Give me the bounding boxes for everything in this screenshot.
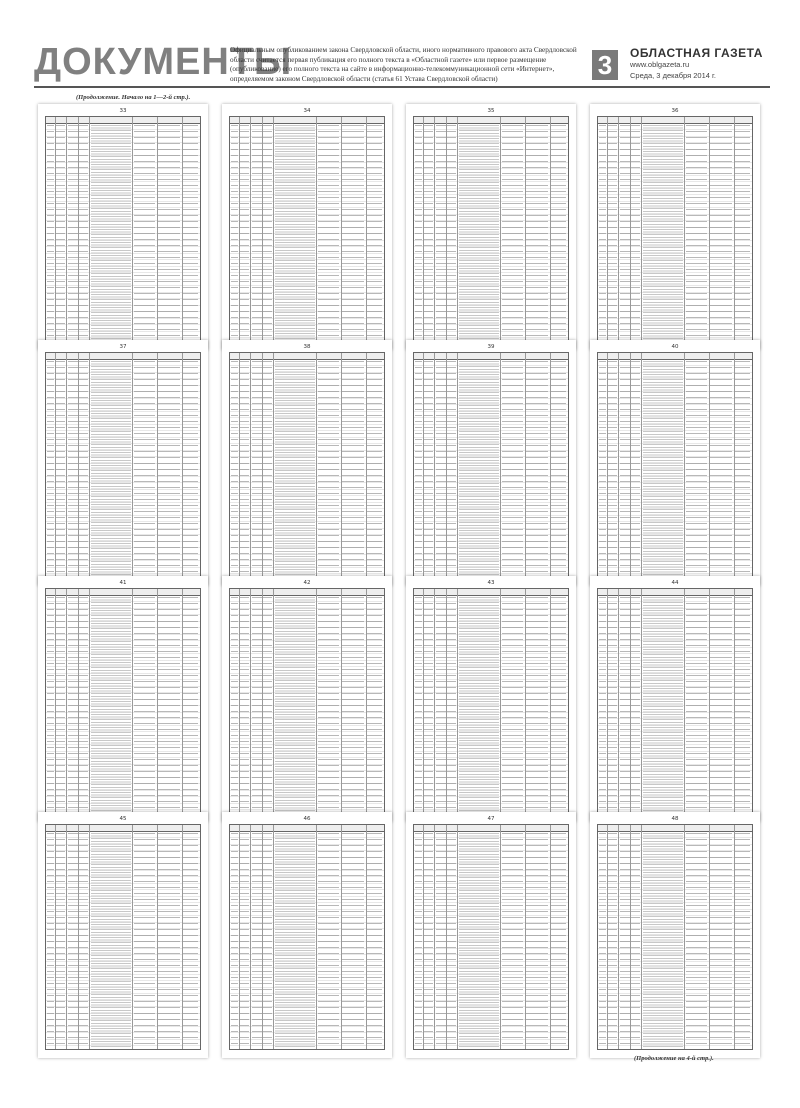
issue-date: Среда, 3 декабря 2014 г. (630, 71, 716, 80)
table-text-column (643, 597, 683, 811)
table-text-column (643, 125, 683, 339)
table-number-column (710, 125, 732, 339)
table-column-divider (66, 117, 67, 341)
table-number-column (183, 833, 198, 1047)
budget-table (413, 116, 569, 342)
table-column-divider (89, 117, 90, 341)
table-number-column (686, 125, 708, 339)
table-number-column (367, 125, 382, 339)
table-number-column (367, 597, 382, 811)
budget-table (597, 824, 753, 1050)
table-column-divider (457, 117, 458, 341)
budget-table (45, 116, 201, 342)
table-number-column (318, 597, 340, 811)
table-number-column (252, 833, 262, 1047)
table-number-column (424, 125, 433, 339)
table-number-column (735, 833, 750, 1047)
table-number-column (424, 597, 433, 811)
page-number: 41 (119, 580, 127, 586)
table-number-column (526, 361, 548, 575)
table-number-column (263, 361, 272, 575)
table-number-column (631, 597, 640, 811)
table-column-divider (366, 825, 367, 1049)
table-number-column (620, 833, 630, 1047)
table-number-column (79, 125, 88, 339)
table-text-column (275, 833, 315, 1047)
table-header-row (414, 825, 568, 832)
table-header-row (598, 353, 752, 360)
budget-table (45, 588, 201, 814)
table-number-column (158, 833, 180, 1047)
table-column-divider (457, 825, 458, 1049)
table-column-divider (341, 117, 342, 341)
table-number-column (710, 833, 732, 1047)
table-number-column (263, 125, 272, 339)
table-text-column (91, 597, 131, 811)
table-column-divider (157, 117, 158, 341)
table-number-column (415, 597, 423, 811)
table-number-column (620, 361, 630, 575)
table-header-row (46, 353, 200, 360)
table-number-column (551, 597, 566, 811)
page-number: 33 (119, 108, 127, 114)
table-column-divider (341, 589, 342, 813)
table-text-column (643, 833, 683, 1047)
table-number-column (447, 833, 456, 1047)
table-header-row (598, 589, 752, 596)
table-number-column (240, 597, 249, 811)
table-number-column (158, 361, 180, 575)
table-number-column (183, 597, 198, 811)
table-column-divider (250, 825, 251, 1049)
table-number-column (620, 597, 630, 811)
table-number-column (342, 597, 364, 811)
budget-table (45, 824, 201, 1050)
table-column-divider (182, 117, 183, 341)
table-number-column (47, 833, 55, 1047)
table-text-column (459, 597, 499, 811)
table-number-column (502, 125, 524, 339)
table-number-column (502, 597, 524, 811)
table-text-column (91, 125, 131, 339)
table-column-divider (434, 117, 435, 341)
table-column-divider (366, 589, 367, 813)
table-column-divider (66, 353, 67, 577)
table-number-column (231, 597, 239, 811)
table-number-column (735, 125, 750, 339)
table-column-divider (341, 353, 342, 577)
table-number-column (447, 597, 456, 811)
table-column-divider (500, 825, 501, 1049)
table-column-divider (684, 117, 685, 341)
table-text-column (91, 833, 131, 1047)
table-column-divider (709, 825, 710, 1049)
page-number: 34 (303, 108, 311, 114)
table-column-divider (734, 825, 735, 1049)
document-page (406, 812, 576, 1058)
table-column-divider (684, 825, 685, 1049)
table-text-column (459, 125, 499, 339)
table-number-column (631, 833, 640, 1047)
table-column-divider (316, 825, 317, 1049)
publication-notice: Официальным опубликованием закона Свердловской области, иного нормативного правового акта Свердловской области считается первая публикация его полного текста в «Областной газете» или первое размещение (опубликование) его полного текста на сайте в информационно-телекоммуникационной сети «Интернет», определяемом законом Свердловской области (статья 61 Устава Свердловской области) (230, 46, 577, 83)
table-number-column (599, 833, 607, 1047)
page-number: 35 (487, 108, 495, 114)
continuation-note-top: (Продолжение. Начало на 1—2-й стр.). (76, 94, 191, 101)
table-column-divider (66, 589, 67, 813)
table-number-column (56, 833, 65, 1047)
table-text-column (275, 361, 315, 575)
table-number-column (342, 833, 364, 1047)
table-number-column (436, 125, 446, 339)
table-column-divider (182, 353, 183, 577)
document-page (222, 812, 392, 1058)
document-page (222, 340, 392, 586)
table-text-column (643, 361, 683, 575)
table-header-row (46, 589, 200, 596)
table-column-divider (618, 589, 619, 813)
table-number-column (599, 597, 607, 811)
table-column-divider (89, 589, 90, 813)
table-number-column (318, 125, 340, 339)
table-text-column (275, 125, 315, 339)
table-number-column (608, 125, 617, 339)
table-column-divider (434, 825, 435, 1049)
table-number-column (56, 125, 65, 339)
table-number-column (134, 125, 156, 339)
document-page (38, 104, 208, 350)
budget-table (229, 588, 385, 814)
table-number-column (599, 125, 607, 339)
table-column-divider (684, 589, 685, 813)
budget-table (229, 352, 385, 578)
table-column-divider (89, 825, 90, 1049)
table-column-divider (157, 353, 158, 577)
table-number-column (735, 361, 750, 575)
table-column-divider (157, 825, 158, 1049)
table-column-divider (66, 825, 67, 1049)
budget-table (229, 824, 385, 1050)
table-number-column (599, 361, 607, 575)
table-number-column (424, 833, 433, 1047)
table-column-divider (734, 117, 735, 341)
table-header-row (414, 589, 568, 596)
table-column-divider (273, 825, 274, 1049)
table-header-row (230, 117, 384, 124)
table-number-column (183, 361, 198, 575)
table-number-column (436, 597, 446, 811)
table-number-column (342, 361, 364, 575)
continuation-note-bottom: (Продолжение на 4-й стр.). (634, 1055, 714, 1062)
page-number: 39 (487, 344, 495, 350)
table-column-divider (709, 353, 710, 577)
table-number-column (551, 125, 566, 339)
page-number: 44 (671, 580, 679, 586)
budget-table (597, 352, 753, 578)
table-number-column (47, 361, 55, 575)
table-number-column (134, 361, 156, 575)
budget-table (413, 352, 569, 578)
table-column-divider (709, 117, 710, 341)
page-number: 47 (487, 816, 495, 822)
table-number-column (502, 361, 524, 575)
newspaper-website[interactable]: www.oblgazeta.ru (630, 60, 690, 69)
table-column-divider (157, 589, 158, 813)
table-column-divider (618, 353, 619, 577)
table-number-column (526, 125, 548, 339)
table-column-divider (641, 353, 642, 577)
table-number-column (47, 125, 55, 339)
table-number-column (710, 597, 732, 811)
table-column-divider (273, 117, 274, 341)
table-number-column (447, 361, 456, 575)
table-number-column (631, 361, 640, 575)
table-column-divider (550, 589, 551, 813)
document-page (406, 104, 576, 350)
table-number-column (240, 833, 249, 1047)
table-number-column (252, 597, 262, 811)
table-number-column (551, 361, 566, 575)
table-number-column (447, 125, 456, 339)
table-column-divider (250, 589, 251, 813)
table-number-column (415, 833, 423, 1047)
table-number-column (56, 361, 65, 575)
budget-table (45, 352, 201, 578)
table-column-divider (273, 353, 274, 577)
page-number: 46 (303, 816, 311, 822)
table-number-column (318, 833, 340, 1047)
table-number-column (367, 361, 382, 575)
table-column-divider (316, 589, 317, 813)
table-number-column (240, 361, 249, 575)
table-text-column (459, 833, 499, 1047)
table-number-column (231, 361, 239, 575)
page-number: 37 (119, 344, 127, 350)
page-number: 40 (671, 344, 679, 350)
table-number-column (620, 125, 630, 339)
table-number-column (252, 125, 262, 339)
table-text-column (459, 361, 499, 575)
table-number-column (551, 833, 566, 1047)
table-header-row (46, 825, 200, 832)
table-column-divider (182, 589, 183, 813)
table-number-column (158, 125, 180, 339)
table-column-divider (132, 589, 133, 813)
table-number-column (415, 125, 423, 339)
table-column-divider (550, 825, 551, 1049)
document-page (590, 340, 760, 586)
document-page (406, 340, 576, 586)
table-header-row (598, 825, 752, 832)
table-column-divider (434, 589, 435, 813)
table-column-divider (89, 353, 90, 577)
table-number-column (79, 833, 88, 1047)
table-header-row (598, 117, 752, 124)
table-number-column (318, 361, 340, 575)
page-number: 45 (119, 816, 127, 822)
table-number-column (263, 597, 272, 811)
table-number-column (134, 597, 156, 811)
document-page (38, 812, 208, 1058)
table-number-column (367, 833, 382, 1047)
table-column-divider (457, 589, 458, 813)
table-number-column (68, 833, 78, 1047)
table-number-column (231, 833, 239, 1047)
table-column-divider (734, 589, 735, 813)
table-column-divider (250, 117, 251, 341)
page-number: 43 (487, 580, 495, 586)
table-column-divider (525, 117, 526, 341)
table-header-row (230, 589, 384, 596)
table-number-column (415, 361, 423, 575)
table-number-column (502, 833, 524, 1047)
budget-table (597, 116, 753, 342)
table-number-column (608, 361, 617, 575)
masthead (34, 41, 774, 84)
table-column-divider (316, 117, 317, 341)
newspaper-page-number: 3 (592, 50, 618, 80)
table-header-row (46, 117, 200, 124)
table-column-divider (641, 825, 642, 1049)
table-column-divider (550, 117, 551, 341)
page-number: 36 (671, 108, 679, 114)
budget-table (229, 116, 385, 342)
table-column-divider (684, 353, 685, 577)
table-number-column (158, 597, 180, 811)
table-number-column (79, 361, 88, 575)
table-number-column (342, 125, 364, 339)
header-divider (34, 86, 770, 88)
table-column-divider (500, 353, 501, 577)
table-column-divider (641, 117, 642, 341)
table-number-column (79, 597, 88, 811)
document-page (590, 812, 760, 1058)
budget-table (413, 824, 569, 1050)
document-page (406, 576, 576, 822)
table-header-row (414, 117, 568, 124)
table-column-divider (618, 825, 619, 1049)
table-number-column (68, 361, 78, 575)
table-number-column (436, 361, 446, 575)
table-number-column (710, 361, 732, 575)
table-column-divider (734, 353, 735, 577)
table-column-divider (457, 353, 458, 577)
document-page (38, 576, 208, 822)
table-column-divider (500, 589, 501, 813)
table-header-row (414, 353, 568, 360)
table-header-row (230, 353, 384, 360)
table-column-divider (500, 117, 501, 341)
table-column-divider (132, 117, 133, 341)
table-number-column (68, 597, 78, 811)
table-column-divider (641, 589, 642, 813)
table-number-column (134, 833, 156, 1047)
table-number-column (240, 125, 249, 339)
table-number-column (686, 597, 708, 811)
table-number-column (735, 597, 750, 811)
document-page (38, 340, 208, 586)
document-page (590, 104, 760, 350)
table-column-divider (132, 825, 133, 1049)
table-column-divider (434, 353, 435, 577)
table-column-divider (366, 353, 367, 577)
table-number-column (183, 125, 198, 339)
table-column-divider (250, 353, 251, 577)
table-number-column (424, 361, 433, 575)
table-column-divider (316, 353, 317, 577)
page-number: 42 (303, 580, 311, 586)
table-number-column (231, 125, 239, 339)
table-text-column (275, 597, 315, 811)
table-column-divider (273, 589, 274, 813)
newspaper-name: ОБЛАСТНАЯ ГАЗЕТА (630, 46, 763, 60)
budget-table (597, 588, 753, 814)
table-number-column (68, 125, 78, 339)
table-number-column (631, 125, 640, 339)
table-column-divider (550, 353, 551, 577)
section-title: ДОКУМЕНТЫ (34, 41, 293, 83)
table-column-divider (618, 117, 619, 341)
table-number-column (608, 833, 617, 1047)
document-page (222, 576, 392, 822)
table-number-column (526, 597, 548, 811)
table-text-column (91, 361, 131, 575)
table-column-divider (525, 589, 526, 813)
table-number-column (252, 361, 262, 575)
table-column-divider (132, 353, 133, 577)
table-number-column (686, 361, 708, 575)
table-column-divider (525, 825, 526, 1049)
table-column-divider (341, 825, 342, 1049)
document-page (222, 104, 392, 350)
table-number-column (56, 597, 65, 811)
budget-table (413, 588, 569, 814)
table-number-column (436, 833, 446, 1047)
table-number-column (47, 597, 55, 811)
newspaper-brand (630, 48, 780, 81)
document-page (590, 576, 760, 822)
page-number: 48 (671, 816, 679, 822)
table-number-column (263, 833, 272, 1047)
table-number-column (608, 597, 617, 811)
table-number-column (526, 833, 548, 1047)
page-number: 38 (303, 344, 311, 350)
table-column-divider (709, 589, 710, 813)
table-column-divider (366, 117, 367, 341)
table-header-row (230, 825, 384, 832)
table-column-divider (525, 353, 526, 577)
table-number-column (686, 833, 708, 1047)
table-column-divider (182, 825, 183, 1049)
